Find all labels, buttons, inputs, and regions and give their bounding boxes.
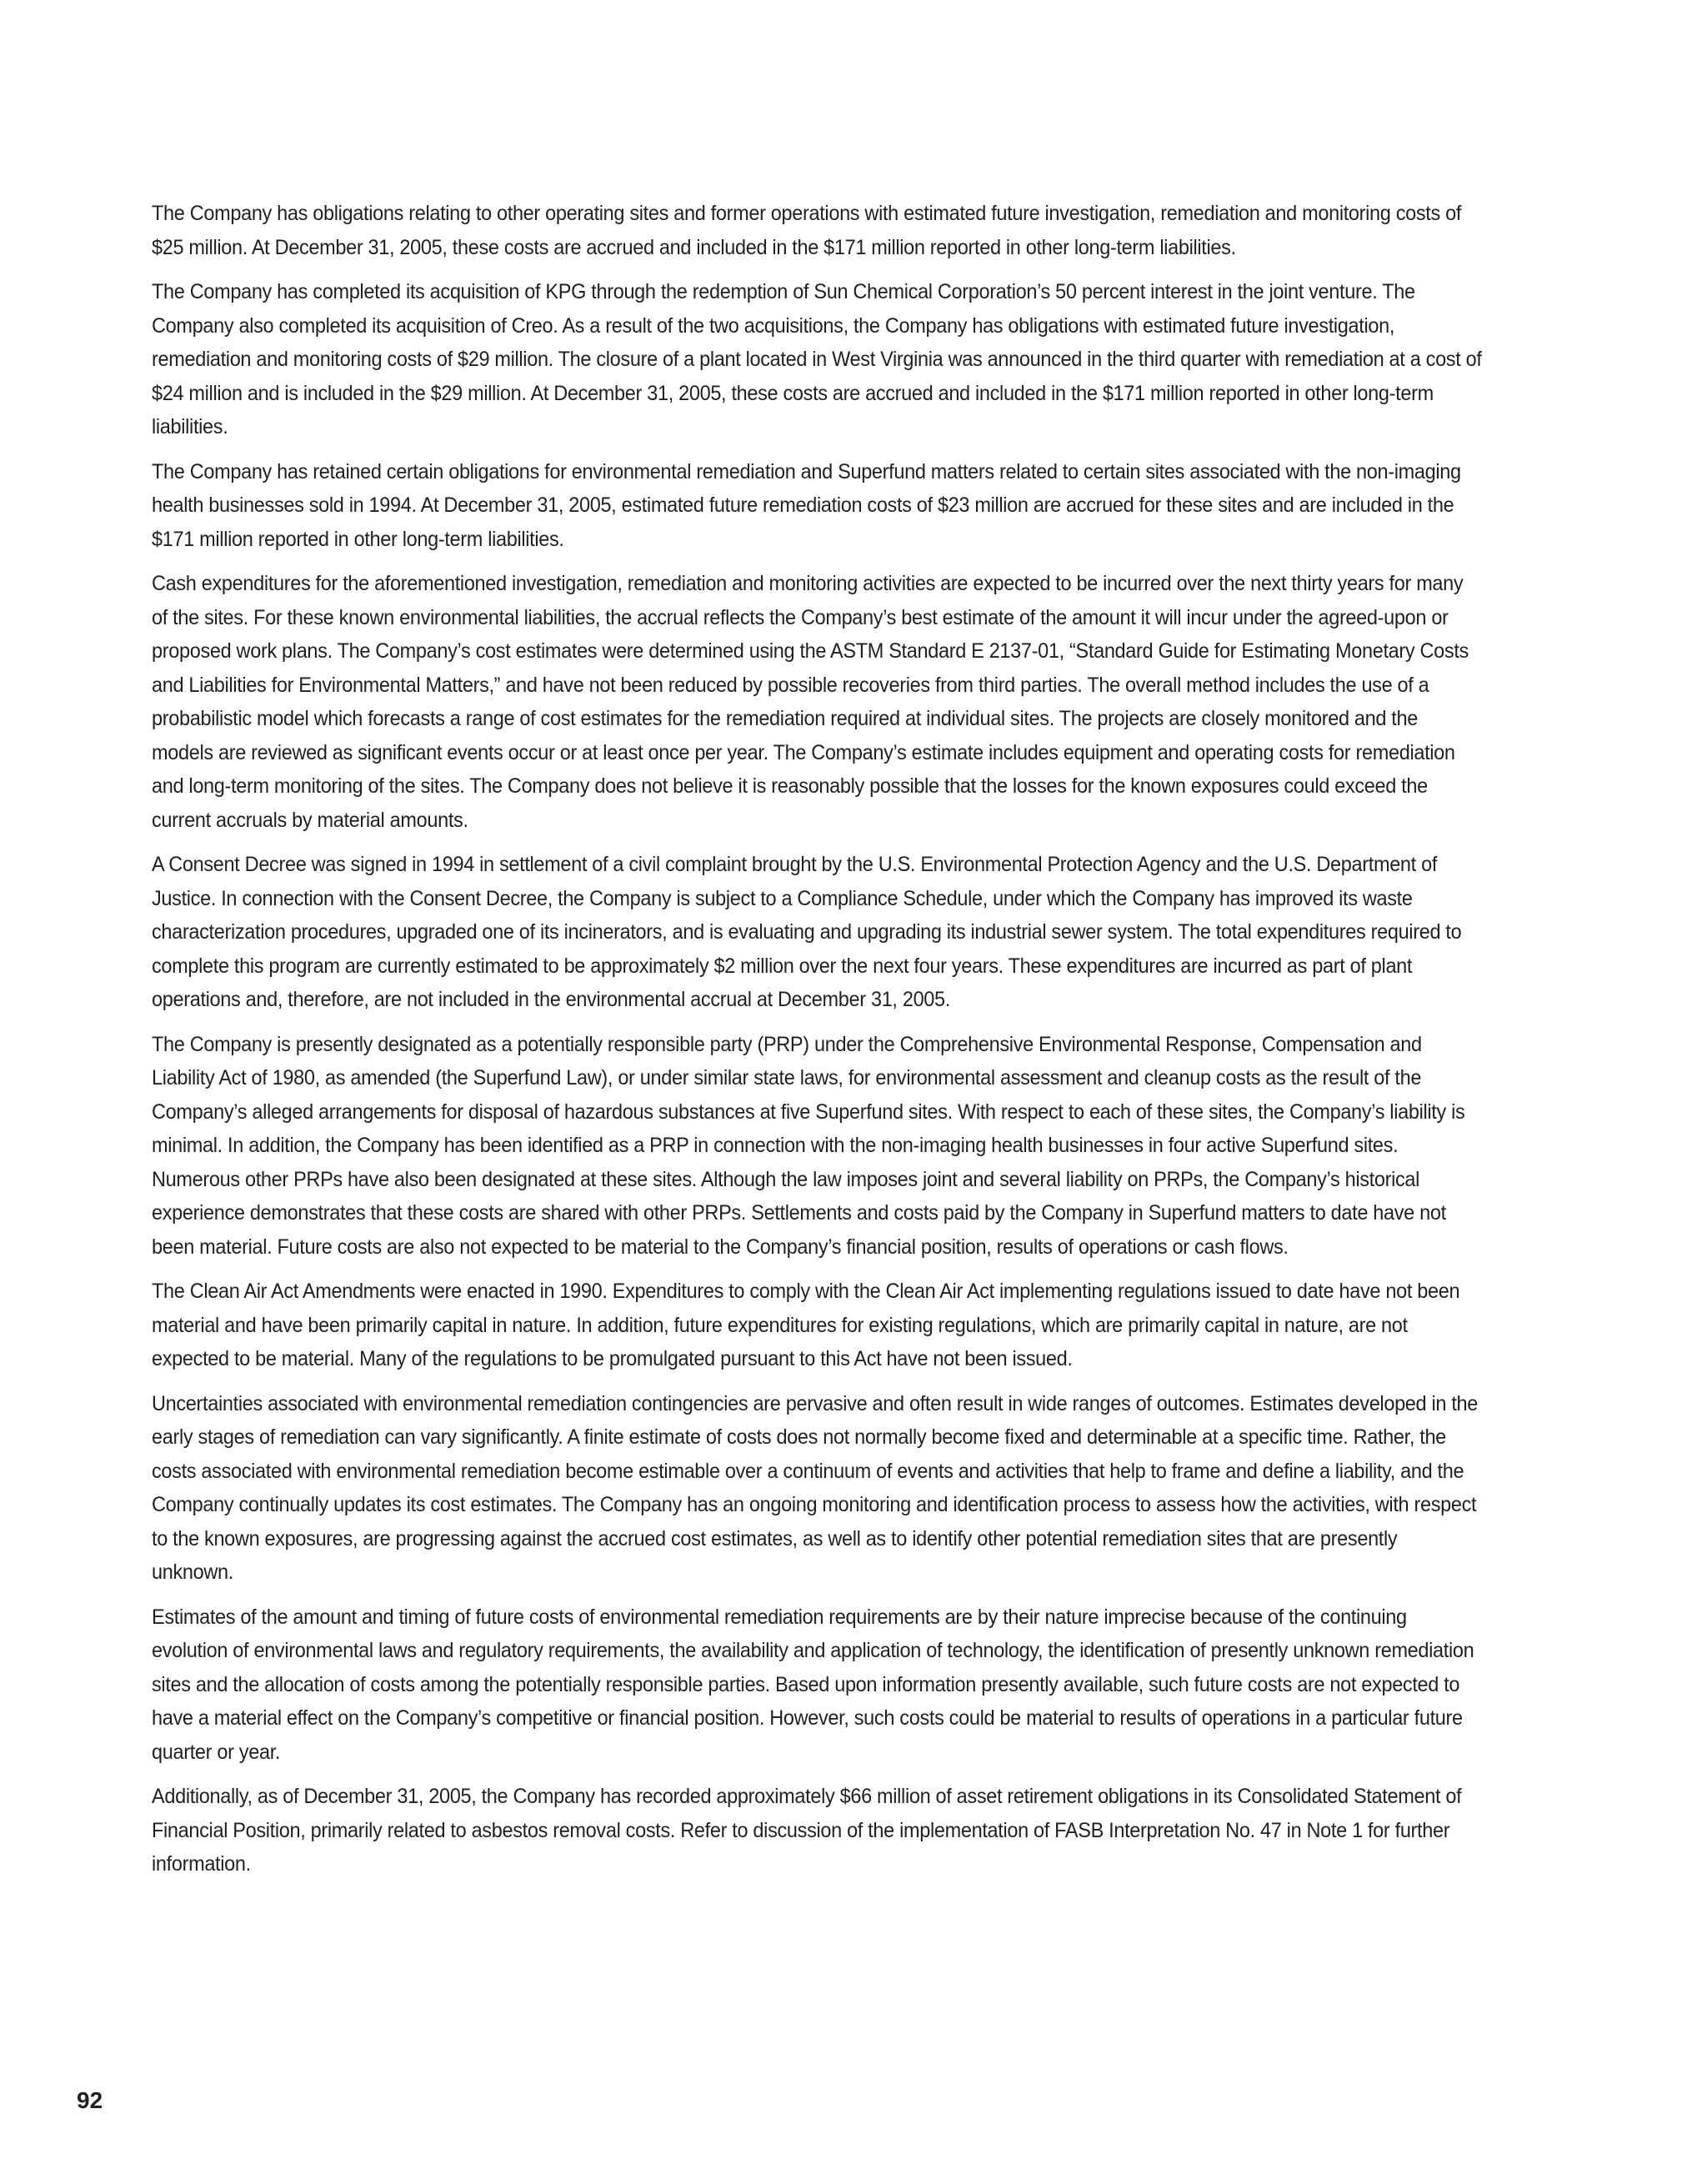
paragraph-kpg-creo-acquisition: The Company has completed its acquisition of KPG through the redemption of Sun Chemical Corporation’s 50 percent interest in the joint venture. The Company also completed its acquisition of Creo. As a result of the two acquisitions, the Company has obligations with estimated future investigation, remediation and monitoring costs of $29 million. The closure of a plant located in West Virginia was announced in the third quarter with remediation at a cost of $24 million and is included in the $29 million. At December 31, 2005, these costs are accrued and included in the $171 million reported in other long-term liabilities. <box>152 280 1482 438</box>
page-number: 92 <box>77 2087 103 2113</box>
paragraph-uncertainties: Uncertainties associated with environmental remediation contingencies are pervasive and often result in wide ranges of outcomes. Estimates developed in the early stages of remediation can vary significantly. A finite estimate of costs does not normally become fixed and determinable at a specific time. Rather, the costs associated with environmental remediation become estimable over a continuum of events and activities that help to frame and define a liability, and the Company continually updates its cost estimates. The Company has an ongoing monitoring and identification process to assess how the activities, with respect to the known exposures, are progressing against the accrued cost estimates, as well as to identify other potential remediation sites that are presently unknown. <box>152 1391 1479 1584</box>
paragraph-cash-expenditures: Cash expenditures for the aforementioned investigation, remediation and monitoring activities are expected to be incurred over the next thirty years for many of the sites. For these known environmental liabilities, the accrual reflects the Company’s best estimate of the amount it will incur under the agreed-upon or proposed work plans. The Company’s cost estimates were determined using the ASTM Standard E 2137-01, “Standard Guide for Estimating Monetary Costs and Liabilities for Environmental Matters,” and have not been reduced by possible recoveries from third parties. The overall method includes the use of a probabilistic model which forecasts a range of cost estimates for the remediation required at individual sites. The projects are closely monitored and the models are reviewed as significant events occur or at least once per year. The Company’s estimate includes equipment and operating costs for remediation and long-term monitoring of the sites. The Company does not believe it is reasonably possible that the losses for the known exposures could exceed the current accruals by material amounts. <box>152 572 1469 832</box>
body-text <box>152 197 1484 1892</box>
paragraph-superfund-prp: The Company is presently designated as a potentially responsible party (PRP) under the Comprehensive Environmental Response, Compensation and Liability Act of 1980, as amended (the Superfund Law), or under similar state laws, for environmental assessment and cleanup costs as the result of the Company’s alleged arrangements for disposal of hazardous substances at five Superfund sites. With respect to each of these sites, the Company’s liability is minimal. In addition, the Company has been identified as a PRP in connection with the non-imaging health businesses in four active Superfund sites. Numerous other PRPs have also been designated at these sites. Although the law imposes joint and several liability on PRPs, the Company’s historical experience demonstrates that these costs are shared with other PRPs. Settlements and costs paid by the Company in Superfund matters to date have not been material. Future costs are also not expected to be material to the Company’s financial position, results of operations or cash flows. <box>152 1032 1465 1259</box>
paragraph-non-imaging-health: The Company has retained certain obligations for environmental remediation and Superfund matters related to certain sites associated with the non-imaging health businesses sold in 1994. At December 31, 2005, estimated future remediation costs of $23 million are accrued for these sites and are included in the $171 million reported in other long-term liabilities. <box>152 459 1461 551</box>
paragraph-consent-decree: A Consent Decree was signed in 1994 in settlement of a civil complaint brought by the U.S. Environmental Protection Agency and the U.S. Department of Justice. In connection with the Consent Decree, the Company is subject to a Compliance Schedule, under which the Company has improved its waste characterization procedures, upgraded one of its incinerators, and is evaluating and upgrading its industrial sewer system. The total expenditures required to complete this program are currently estimated to be approximately $2 million over the next four years. These expenditures are incurred as part of plant operations and, therefore, are not included in the environmental accrual at December 31, 2005. <box>152 853 1462 1011</box>
paragraph-other-sites: The Company has obligations relating to other operating sites and former operations with estimated future investigation, remediation and monitoring costs of $25 million. At December 31, 2005, these costs are accrued and included in the $171 million reported in other long-term liabilities. <box>152 202 1462 259</box>
paragraph-clean-air-act: The Clean Air Act Amendments were enacted in 1990. Expenditures to comply with the Clean Air Act implementing regulations issued to date have not been material and have been primarily capital in nature. In addition, future expenditures for existing regulations, which are primarily capital in nature, are not expected to be material. Many of the regulations to be promulgated pursuant to this Act have not been issued. <box>152 1280 1460 1370</box>
paragraph-asset-retirement: Additionally, as of December 31, 2005, the Company has recorded approximately $66 million of asset retirement obligations in its Consolidated Statement of Financial Position, primarily related to asbestos removal costs. Refer to discussion of the implementation of FASB Interpretation No. 47 in Note 1 for further information. <box>152 1785 1462 1876</box>
paragraph-estimates: Estimates of the amount and timing of future costs of environmental remediation requirements are by their nature imprecise because of the continuing evolution of environmental laws and regulatory requirements, the availability and application of technology, the identification of presently unknown remediation sites and the allocation of costs among the potentially responsible parties. Based upon information presently available, such future costs are not expected to have a material effect on the Company’s competitive or financial position. However, such costs could be material to results of operations in a particular future quarter or year. <box>152 1605 1474 1764</box>
